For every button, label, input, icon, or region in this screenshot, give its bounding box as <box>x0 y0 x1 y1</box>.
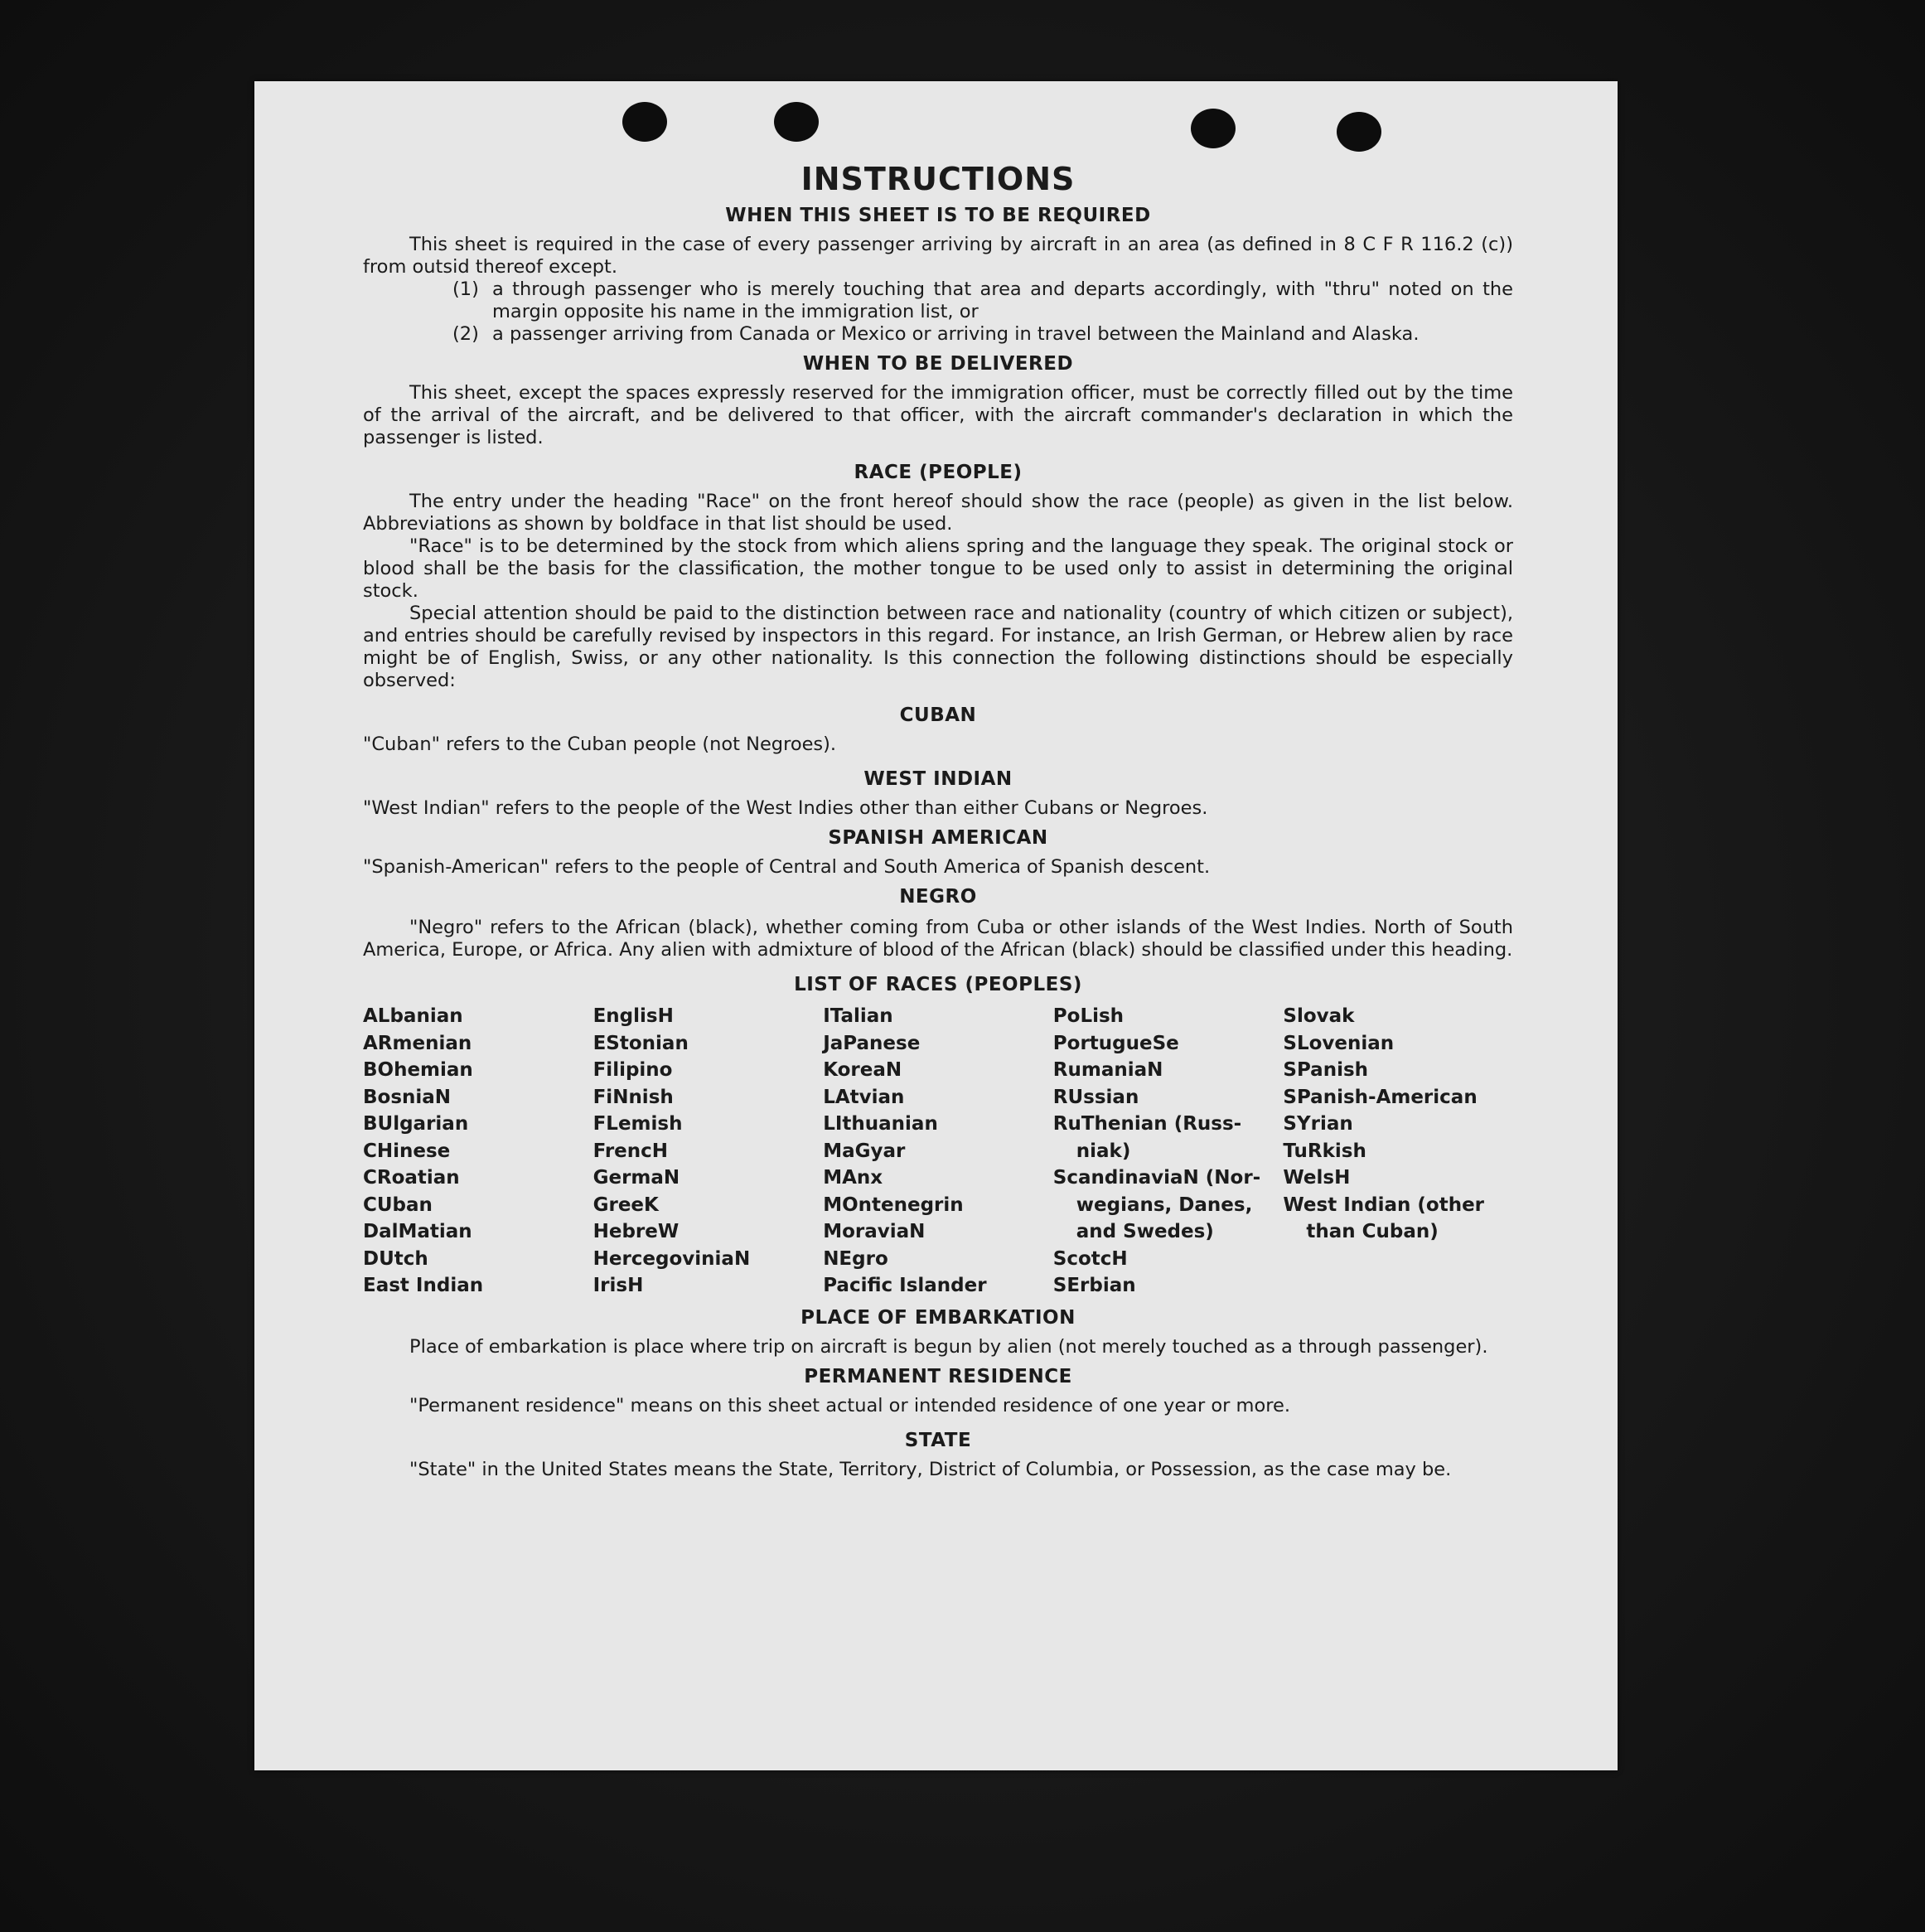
punch-hole <box>774 102 819 142</box>
race-entry: MoraviaN <box>823 1221 926 1242</box>
section-heading: CUBAN <box>899 705 977 726</box>
race-entry: LAtvian <box>823 1086 905 1108</box>
punch-hole <box>1337 112 1381 152</box>
paragraph: "Cuban" refers to the Cuban people (not Negroes). <box>363 734 837 755</box>
race-entry: PoLish <box>1052 1005 1125 1027</box>
race-column <box>1283 1003 1513 1300</box>
paragraph: "State" in the United States means the State, Territory, District of Columbia, or Possession, as the case may be. <box>409 1458 1452 1480</box>
race-entry: KoreaN <box>823 1059 902 1081</box>
paragraph: "Permanent residence" means on this sheet actual or intended residence of one year or more. <box>409 1394 1290 1416</box>
punch-hole <box>622 102 667 142</box>
item-number: (1) <box>452 278 479 300</box>
race-entry: niak) <box>1076 1140 1131 1162</box>
section-heading: LIST OF RACES (PEOPLES) <box>794 974 1082 995</box>
race-entry: Pacific Islander <box>823 1275 987 1296</box>
punch-hole <box>1191 109 1236 148</box>
race-entry: JaPanese <box>823 1032 921 1054</box>
section-heading: PLACE OF EMBARKATION <box>800 1306 1076 1329</box>
list-item <box>452 323 1513 346</box>
race-entry: SLovenian <box>1283 1032 1395 1054</box>
paragraph: The entry under the heading "Race" on the front hereof should show the race (people) as given in the list below. Abbreviations as shown by boldface in that list should be used. <box>363 491 1513 535</box>
race-column <box>1053 1003 1284 1300</box>
race-entry: DUtch <box>363 1247 428 1270</box>
race-entry: SPanish <box>1283 1059 1369 1081</box>
race-entry: East Indian <box>363 1275 484 1296</box>
race-entry: Filipino <box>592 1059 673 1081</box>
race-entry: SYrian <box>1283 1113 1353 1135</box>
item-text: a passenger arriving from Canada or Mexico or arriving in travel between the Mainland and Alaska. <box>492 323 1420 345</box>
race-entry: BosniaN <box>363 1086 452 1108</box>
item-text: a through passenger who is merely touching that area and departs accordingly, with "thru" noted on the margin opposite his name in the immigration list, or <box>492 278 1513 322</box>
race-entry: MOntenegrin <box>823 1194 964 1216</box>
race-entry: ScotcH <box>1052 1247 1128 1270</box>
race-entry: West Indian (other <box>1283 1194 1485 1216</box>
race-entry: EStonian <box>592 1032 689 1054</box>
section-heading: WHEN TO BE DELIVERED <box>802 353 1074 375</box>
race-entry: CRoatian <box>363 1167 460 1189</box>
paragraph: This sheet is required in the case of every passenger arriving by aircraft in an area (as defined in 8 C F R 116.2 (c)) from outsid thereof except. <box>363 234 1513 278</box>
race-entry: HebreW <box>592 1221 680 1242</box>
race-entry: MaGyar <box>823 1140 906 1162</box>
race-column <box>823 1003 1053 1300</box>
race-entry: ScandinaviaN (Nor- <box>1052 1167 1261 1189</box>
race-entry: and Swedes) <box>1076 1221 1214 1242</box>
race-column <box>363 1003 593 1300</box>
race-entry: BOhemian <box>363 1059 473 1081</box>
paragraph: "Negro" refers to the African (black), whether coming from Cuba or other islands of the West Indies. North of South America, Europe, or Africa. Any alien with admixture of blood of the African (black) should be classified under this heading. <box>363 917 1513 961</box>
race-entry: EnglisH <box>592 1005 674 1027</box>
race-entry: HercegoviniaN <box>592 1247 751 1270</box>
race-entry: BUlgarian <box>363 1113 469 1135</box>
section-heading: WHEN THIS SHEET IS TO BE REQUIRED <box>725 205 1151 226</box>
race-entry: SPanish-American <box>1283 1086 1478 1108</box>
paragraph: "Race" is to be determined by the stock from which aliens spring and the language they speak. The original stock or blood shall be the basis for the classification, the mother tongue to be used only to assist in determining the original stock. <box>363 535 1513 602</box>
race-entry: CHinese <box>363 1140 451 1162</box>
paragraph: "West Indian" refers to the people of the West Indies other than either Cubans or Negroes. <box>363 797 1208 819</box>
section-heading: WEST INDIAN <box>863 768 1013 790</box>
race-entry: CUban <box>363 1194 433 1216</box>
race-entry: ARmenian <box>363 1032 472 1054</box>
race-column <box>593 1003 824 1300</box>
document-body <box>363 161 1513 1481</box>
race-entry: RuThenian (Russ- <box>1052 1113 1242 1135</box>
race-entry: RUssian <box>1052 1086 1139 1108</box>
document-page <box>254 81 1618 1770</box>
page-title: INSTRUCTIONS <box>800 161 1076 197</box>
race-entry: MAnx <box>823 1167 883 1189</box>
race-entry: RumaniaN <box>1052 1059 1163 1081</box>
race-entry: PortugueSe <box>1052 1032 1179 1054</box>
section-heading: SPANISH AMERICAN <box>828 827 1048 849</box>
race-entry: FiNnish <box>592 1086 674 1108</box>
race-entry: ALbanian <box>363 1005 463 1027</box>
race-entry: ITalian <box>823 1005 893 1027</box>
section-heading: RACE (PEOPLE) <box>854 462 1023 483</box>
race-entry: DalMatian <box>363 1221 472 1242</box>
race-entry: IrisH <box>592 1275 644 1296</box>
race-entry: TuRkish <box>1283 1140 1366 1162</box>
section-heading: STATE <box>904 1429 972 1451</box>
paragraph: "Spanish-American" refers to the people of Central and South America of Spanish descent. <box>363 856 1211 878</box>
race-entry: Slovak <box>1283 1005 1355 1027</box>
race-entry: GermaN <box>592 1167 680 1189</box>
race-entry: wegians, Danes, <box>1076 1194 1253 1216</box>
race-entry: SErbian <box>1052 1275 1136 1296</box>
race-list <box>363 1003 1513 1300</box>
section-heading: NEGRO <box>899 886 977 908</box>
paragraph: Special attention should be paid to the distinction between race and nationality (country of which citizen or subject), and entries should be carefully revised by inspectors in this regard. For instance, an Irish German, or Hebrew alien by race might be of English, Swiss, or any other nationality. Is this connection the following distinctions should be especially observed: <box>363 603 1513 691</box>
race-entry: GreeK <box>592 1194 659 1216</box>
item-number: (2) <box>452 323 479 345</box>
race-entry: FrencH <box>592 1140 669 1162</box>
section-heading: PERMANENT RESIDENCE <box>804 1365 1072 1387</box>
paragraph: This sheet, except the spaces expressly reserved for the immigration officer, must be correctly filled out by the time of the arrival of the aircraft, and be delivered to that officer, with the aircraft commander's declaration in which the passenger is listed. <box>363 382 1513 448</box>
list-item <box>452 278 1513 323</box>
race-entry: NEgro <box>823 1247 888 1270</box>
race-entry: WelsH <box>1283 1167 1351 1189</box>
race-entry: LIthuanian <box>823 1113 938 1135</box>
race-entry: than Cuban) <box>1306 1221 1439 1242</box>
race-entry: FLemish <box>592 1113 683 1135</box>
paragraph: Place of embarkation is place where trip on aircraft is begun by alien (not merely touched as a through passenger). <box>409 1335 1488 1358</box>
